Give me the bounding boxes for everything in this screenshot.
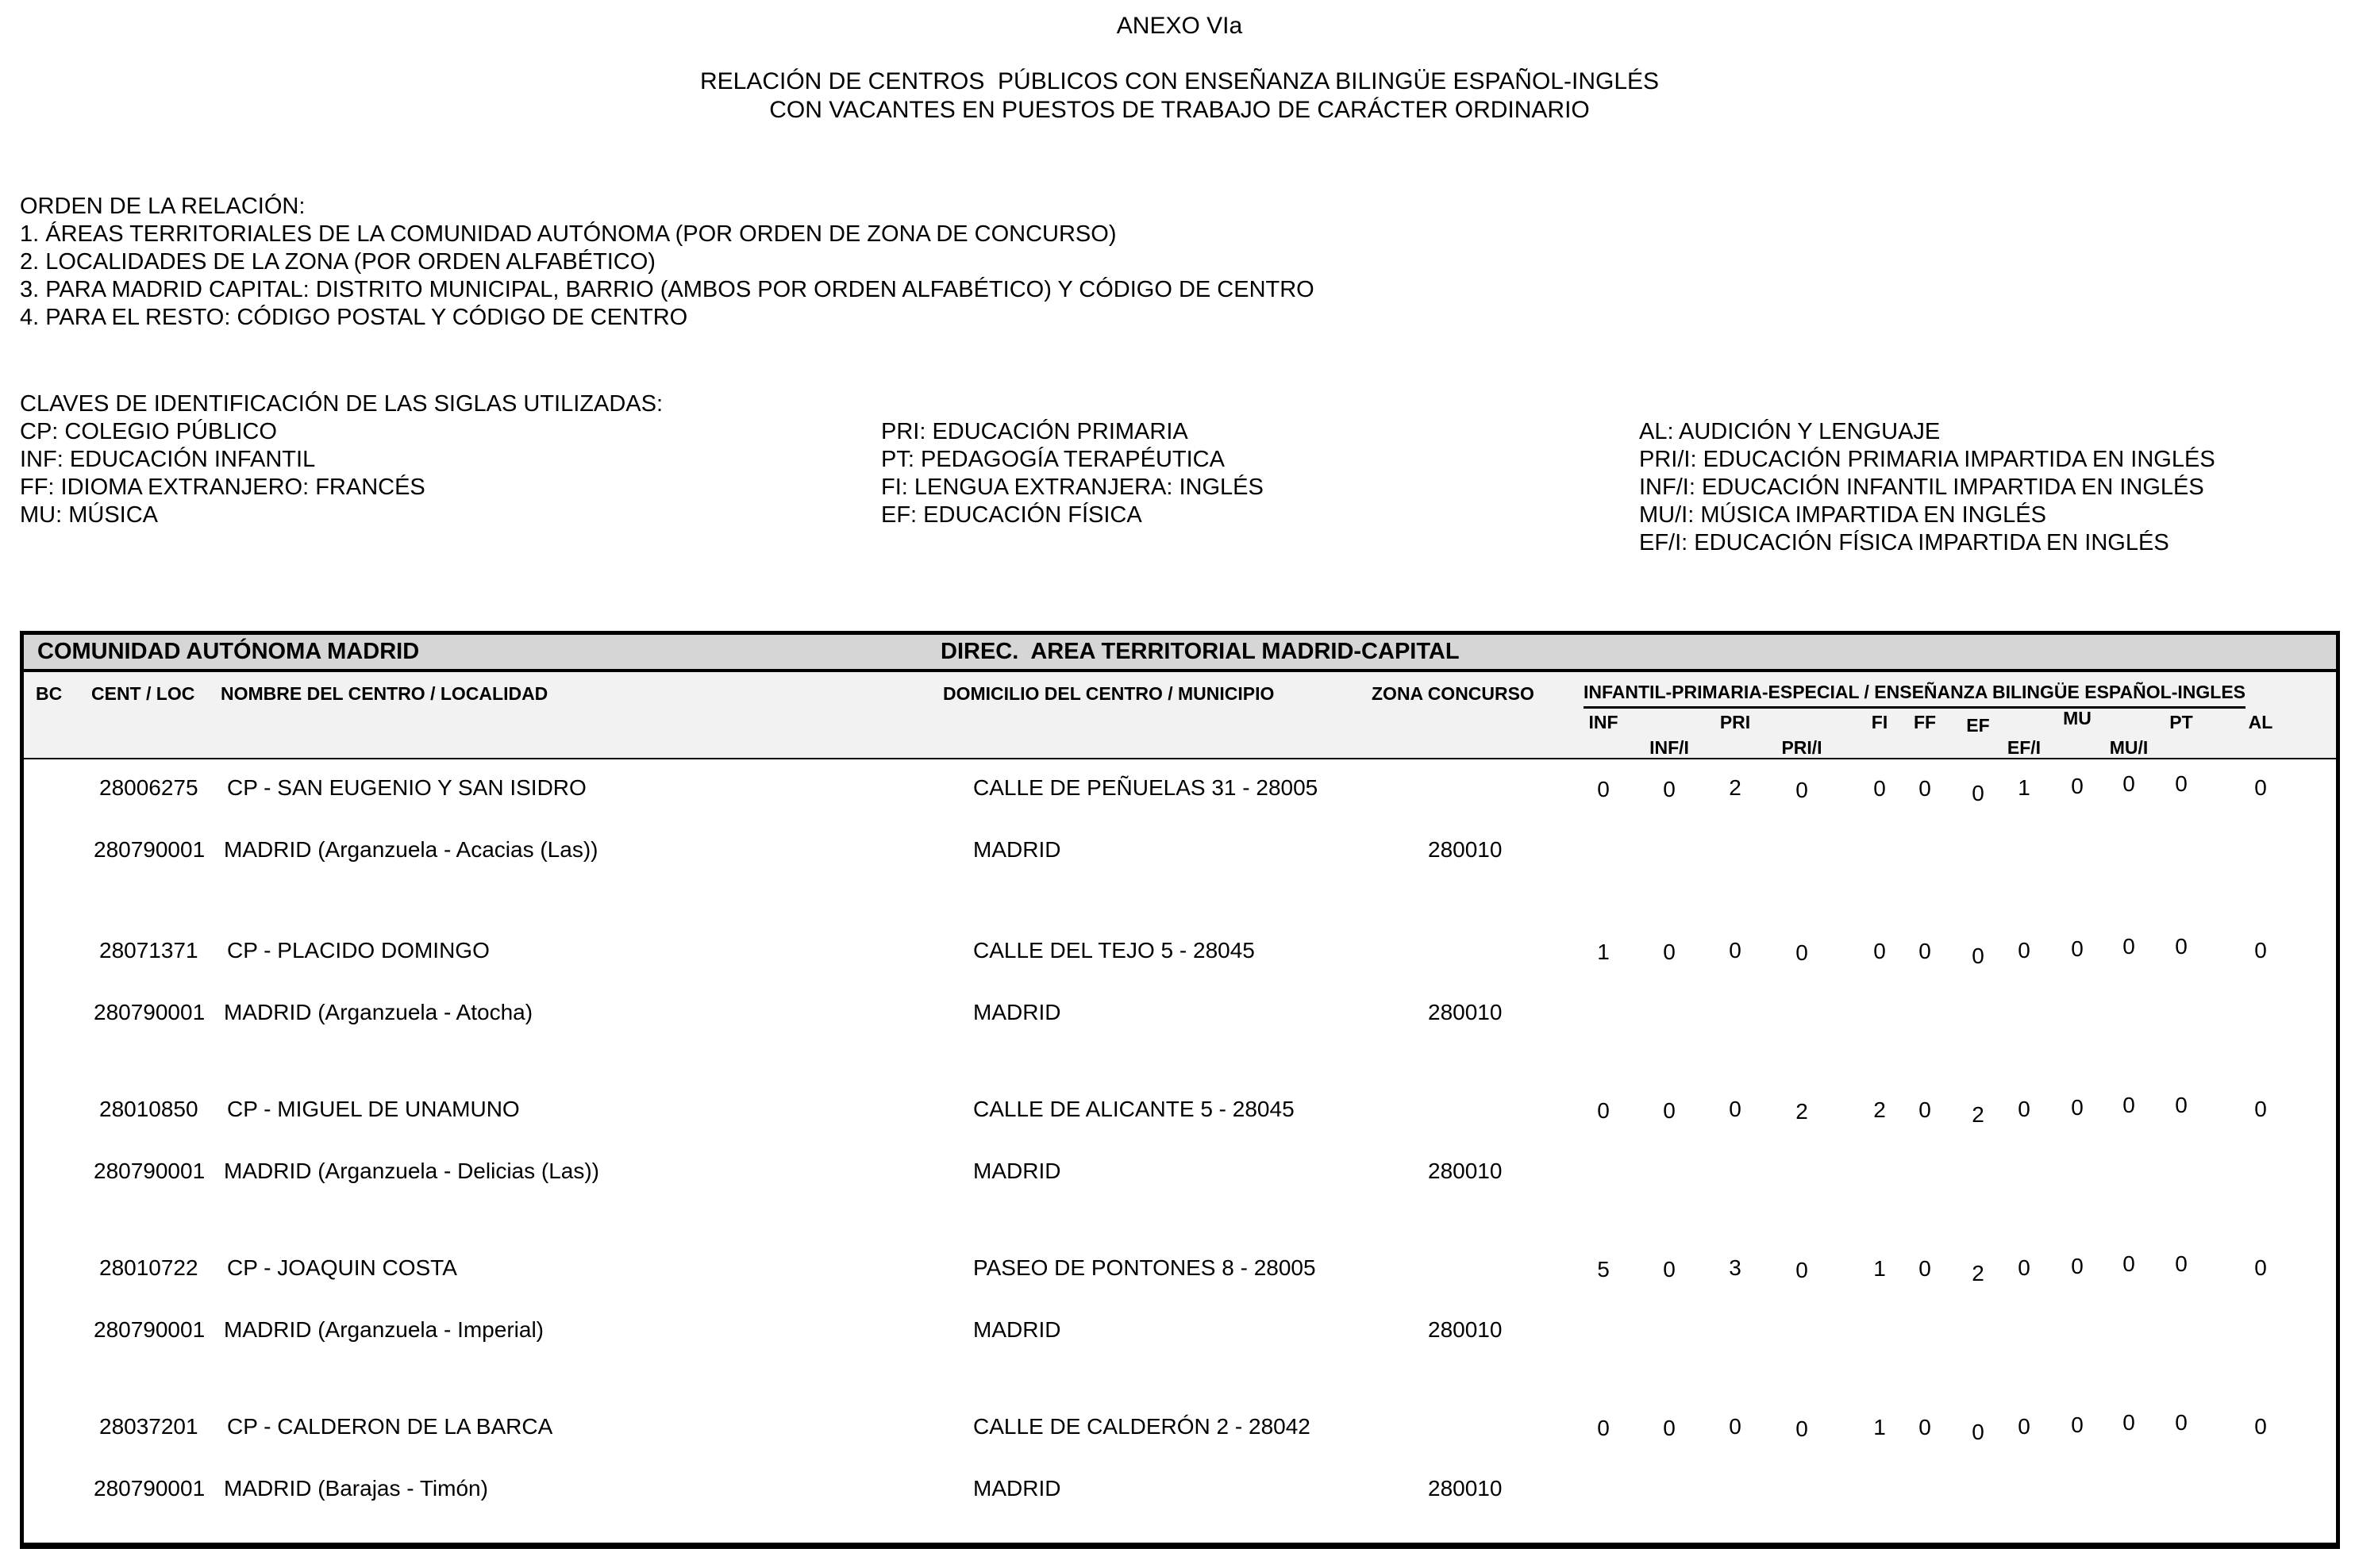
value-al: 0	[2254, 1414, 2267, 1439]
value-pri-i: 0	[1795, 778, 1808, 802]
orden-item-4: 4. PARA EL RESTO: CÓDIGO POSTAL Y CÓDIGO DE CENTRO	[20, 305, 688, 330]
col-header-pt: PT	[2169, 712, 2193, 732]
value-mu-i: 0	[2122, 1093, 2135, 1117]
claves-column-3	[1639, 418, 2215, 557]
table-row	[24, 1251, 2336, 1390]
center-name: CP - MIGUEL DE UNAMUNO	[227, 1097, 520, 1121]
value-pri: 0	[1729, 938, 1741, 963]
value-ff: 0	[1918, 776, 1931, 801]
table-row	[24, 771, 2336, 910]
value-fi: 1	[1873, 1256, 1886, 1281]
center-code: 28010722	[99, 1255, 198, 1280]
value-al: 0	[2254, 938, 2267, 963]
value-ef: 0	[1972, 943, 1984, 968]
value-pt: 0	[2175, 771, 2188, 796]
claves-heading: CLAVES DE IDENTIFICACIÓN DE LAS SIGLAS UTILIZADAS:	[20, 391, 664, 417]
value-inf: 0	[1597, 1416, 1610, 1440]
center-name: CP - PLACIDO DOMINGO	[227, 938, 490, 963]
center-municipality: MADRID	[973, 1476, 1061, 1501]
table-row	[24, 1410, 2336, 1549]
value-fi: 0	[1873, 939, 1886, 963]
col-header-mu-i: MU/I	[2109, 737, 2149, 758]
center-locality: MADRID (Arganzuela - Imperial)	[224, 1317, 544, 1342]
value-ff: 0	[1918, 1415, 1931, 1439]
value-mu: 0	[2071, 1412, 2084, 1437]
col-header-zona-concurso: ZONA CONCURSO	[1372, 683, 1534, 704]
centers-table	[20, 631, 2340, 1549]
col-header-bc: BC	[36, 683, 63, 704]
col-header-inf-i: INF/I	[1649, 737, 1689, 758]
center-address: CALLE DEL TEJO 5 - 28045	[973, 938, 1255, 963]
center-code: 28010850	[99, 1097, 198, 1121]
clave-fi: FI: LENGUA EXTRANJERA: INGLÉS	[881, 475, 1264, 500]
value-ff: 0	[1918, 939, 1931, 963]
value-ef: 2	[1972, 1102, 1984, 1127]
orden-item-3: 3. PARA MADRID CAPITAL: DISTRITO MUNICIPAL, BARRIO (AMBOS POR ORDEN ALFABÉTICO) Y CÓDIGO DE CENTRO	[20, 277, 1314, 302]
zona-concurso-value: 280010	[1428, 837, 1503, 862]
value-pri: 3	[1729, 1255, 1741, 1280]
value-mu-i: 0	[2122, 1251, 2135, 1276]
value-al: 0	[2254, 1255, 2267, 1280]
anexo-heading: ANEXO VIa	[1116, 13, 1243, 39]
zona-concurso-value: 280010	[1428, 1159, 1503, 1183]
col-header-ff: FF	[1913, 712, 1937, 732]
value-ef-i: 0	[2018, 1414, 2030, 1439]
col-header-cent-loc: CENT / LOC	[91, 683, 195, 704]
value-pri: 0	[1729, 1414, 1741, 1439]
center-name: CP - JOAQUIN COSTA	[227, 1255, 457, 1280]
clave-pri: PRI: EDUCACIÓN PRIMARIA	[881, 419, 1188, 444]
value-inf-i: 0	[1663, 1257, 1676, 1282]
clave-ef-i: EF/I: EDUCACIÓN FÍSICA IMPARTIDA EN INGLÉS	[1639, 530, 2169, 555]
region-header-band	[24, 635, 2336, 672]
center-locality: MADRID (Arganzuela - Atocha)	[224, 1000, 533, 1024]
col-header-ef: EF	[1966, 715, 1990, 736]
value-ff: 0	[1918, 1256, 1931, 1281]
center-municipality: MADRID	[973, 837, 1061, 862]
center-municipality: MADRID	[973, 1317, 1061, 1342]
region-area-territorial: DIREC. AREA TERRITORIAL MADRID-CAPITAL	[941, 639, 1460, 664]
orden-item-2: 2. LOCALIDADES DE LA ZONA (POR ORDEN ALFABÉTICO)	[20, 249, 656, 275]
clave-ff: FF: IDIOMA EXTRANJERO: FRANCÉS	[20, 475, 425, 500]
value-mu-i: 0	[2122, 771, 2135, 796]
clave-cp: CP: COLEGIO PÚBLICO	[20, 419, 277, 444]
region-comunidad: COMUNIDAD AUTÓNOMA MADRID	[37, 639, 420, 664]
col-header-ef-i: EF/I	[2007, 737, 2042, 758]
value-pri-i: 0	[1795, 1416, 1808, 1441]
value-pt: 0	[2175, 1093, 2188, 1117]
value-inf: 0	[1597, 1098, 1610, 1123]
value-ff: 0	[1918, 1097, 1931, 1122]
value-pri-i: 0	[1795, 1258, 1808, 1282]
clave-ef: EF: EDUCACIÓN FÍSICA	[881, 502, 1142, 528]
value-ef-i: 0	[2018, 1097, 2030, 1121]
col-header-fi: FI	[1871, 712, 1888, 732]
value-inf-i: 0	[1663, 940, 1676, 964]
value-inf-i: 0	[1663, 1416, 1676, 1440]
value-pri: 0	[1729, 1097, 1741, 1121]
locality-code: 280790001	[94, 1476, 206, 1501]
col-header-nombre: NOMBRE DEL CENTRO / LOCALIDAD	[221, 683, 548, 704]
value-pri-i: 2	[1795, 1099, 1808, 1124]
locality-code: 280790001	[94, 1159, 206, 1183]
locality-code: 280790001	[94, 1000, 206, 1024]
value-fi: 0	[1873, 776, 1886, 801]
clave-mu: MU: MÚSICA	[20, 502, 158, 528]
locality-code: 280790001	[94, 1317, 206, 1342]
value-mu: 0	[2071, 774, 2084, 798]
value-mu-i: 0	[2122, 1410, 2135, 1435]
value-pri-i: 0	[1795, 940, 1808, 965]
value-inf-i: 0	[1663, 1098, 1676, 1123]
center-locality: MADRID (Barajas - Timón)	[224, 1476, 488, 1501]
clave-pt: PT: PEDAGOGÍA TERAPÉUTICA	[881, 447, 1225, 472]
center-code: 28071371	[99, 938, 198, 963]
value-fi: 2	[1873, 1097, 1886, 1122]
doc-title-line2: CON VACANTES EN PUESTOS DE TRABAJO DE CARÁCTER ORDINARIO	[769, 97, 1590, 123]
column-header-band	[24, 672, 2336, 759]
zona-concurso-value: 280010	[1428, 1317, 1503, 1342]
value-ef: 0	[1972, 781, 1984, 805]
col-header-al: AL	[2248, 712, 2273, 732]
center-address: CALLE DE ALICANTE 5 - 28045	[973, 1097, 1295, 1121]
clave-mu-i: MU/I: MÚSICA IMPARTIDA EN INGLÉS	[1639, 502, 2046, 528]
value-ef-i: 0	[2018, 938, 2030, 963]
center-locality: MADRID (Arganzuela - Acacias (Las))	[224, 837, 598, 862]
center-address: PASEO DE PONTONES 8 - 28005	[973, 1255, 1316, 1280]
value-mu: 0	[2071, 1095, 2084, 1120]
value-pt: 0	[2175, 1251, 2188, 1276]
orden-item-1: 1. ÁREAS TERRITORIALES DE LA COMUNIDAD AUTÓNOMA (POR ORDEN DE ZONA DE CONCURSO)	[20, 221, 1117, 247]
center-name: CP - SAN EUGENIO Y SAN ISIDRO	[227, 775, 587, 800]
clave-al: AL: AUDICIÓN Y LENGUAJE	[1639, 419, 1941, 444]
col-header-pri-i: PRI/I	[1781, 737, 1822, 758]
value-inf-i: 0	[1663, 777, 1676, 801]
zona-concurso-value: 280010	[1428, 1476, 1503, 1501]
orden-heading: ORDEN DE LA RELACIÓN:	[20, 194, 306, 219]
center-municipality: MADRID	[973, 1159, 1061, 1183]
center-address: CALLE DE CALDERÓN 2 - 28042	[973, 1414, 1310, 1439]
doc-title-line1: RELACIÓN DE CENTROS PÚBLICOS CON ENSEÑANZA BILINGÜE ESPAÑOL-INGLÉS	[699, 68, 1660, 94]
col-header-mu: MU	[2063, 708, 2092, 728]
value-mu: 0	[2071, 936, 2084, 961]
claves-column-1	[20, 390, 663, 529]
value-inf: 1	[1597, 940, 1610, 964]
value-ef-i: 1	[2018, 775, 2030, 800]
clave-inf-i: INF/I: EDUCACIÓN INFANTIL IMPARTIDA EN INGLÉS	[1639, 475, 2204, 500]
center-municipality: MADRID	[973, 1000, 1061, 1024]
table-row	[24, 1093, 2336, 1232]
value-mu: 0	[2071, 1254, 2084, 1278]
value-inf: 0	[1597, 777, 1610, 801]
value-fi: 1	[1873, 1415, 1886, 1439]
orden-section	[20, 193, 1314, 332]
clave-inf: INF: EDUCACIÓN INFANTIL	[20, 447, 316, 472]
value-al: 0	[2254, 775, 2267, 800]
col-header-domicilio: DOMICILIO DEL CENTRO / MUNICIPIO	[943, 683, 1275, 704]
value-pri: 2	[1729, 775, 1741, 800]
claves-column-2	[881, 418, 1264, 529]
value-pt: 0	[2175, 1410, 2188, 1435]
col-header-pri: PRI	[1719, 712, 1751, 732]
center-code: 28037201	[99, 1414, 198, 1439]
value-ef: 0	[1972, 1420, 1984, 1444]
center-code: 28006275	[99, 775, 198, 800]
col-header-group-bilingue: INFANTIL-PRIMARIA-ESPECIAL / ENSEÑANZA BILINGÜE ESPAÑOL-INGLES	[1584, 682, 2245, 709]
table-row	[24, 934, 2336, 1073]
value-pt: 0	[2175, 934, 2188, 959]
value-ef: 2	[1972, 1261, 1984, 1286]
value-inf: 5	[1597, 1257, 1610, 1282]
clave-pri-i: PRI/I: EDUCACIÓN PRIMARIA IMPARTIDA EN INGLÉS	[1639, 447, 2215, 472]
value-ef-i: 0	[2018, 1255, 2030, 1280]
col-header-inf: INF	[1588, 712, 1618, 732]
zona-concurso-value: 280010	[1428, 1000, 1503, 1024]
value-al: 0	[2254, 1097, 2267, 1121]
locality-code: 280790001	[94, 837, 206, 862]
center-locality: MADRID (Arganzuela - Delicias (Las))	[224, 1159, 600, 1183]
value-mu-i: 0	[2122, 934, 2135, 959]
center-address: CALLE DE PEÑUELAS 31 - 28005	[973, 775, 1318, 800]
center-name: CP - CALDERON DE LA BARCA	[227, 1414, 553, 1439]
